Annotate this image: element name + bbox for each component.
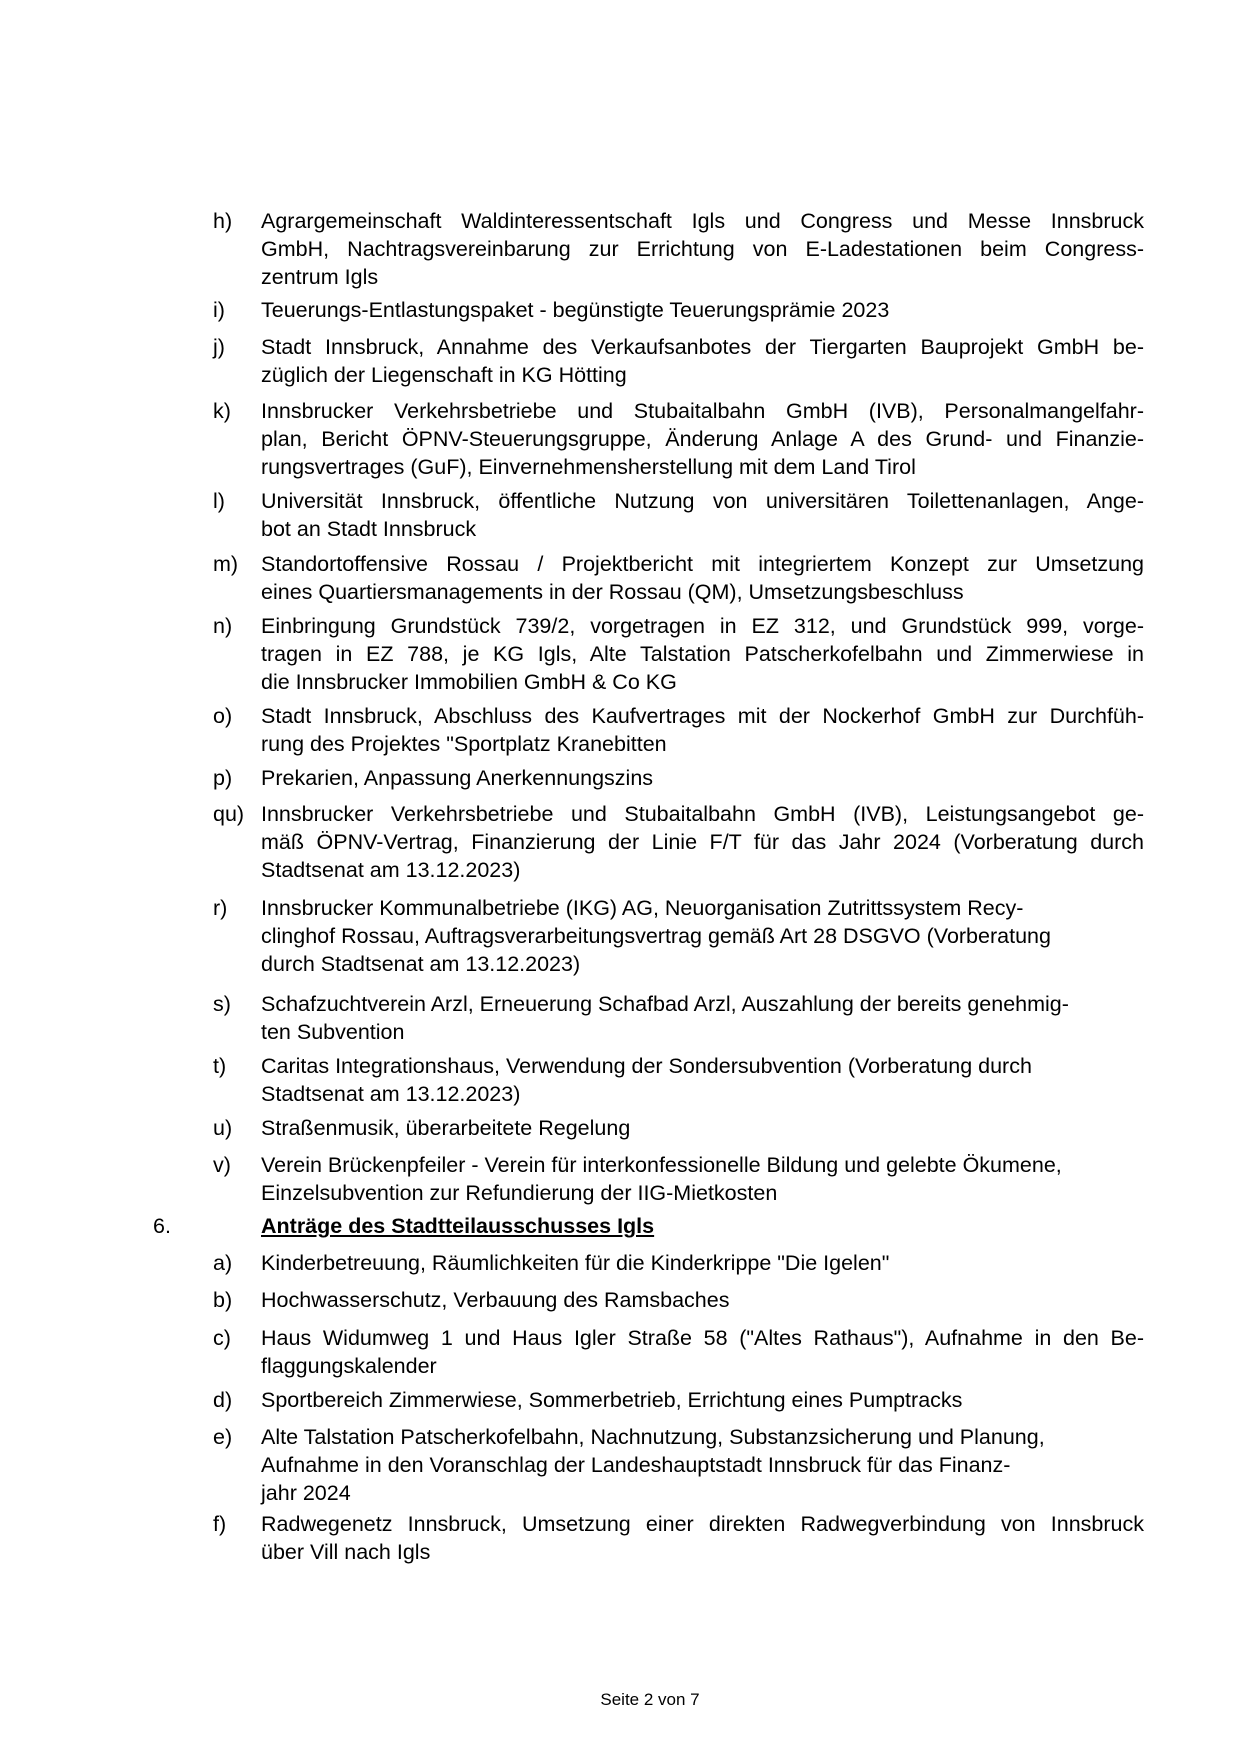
item-line: Verein Brückenpfeiler - Verein für interkonfessionelle Bildung und gelebte Ökumene, (261, 1153, 1062, 1177)
item-line: Stadtsenat am 13.12.2023) (261, 858, 521, 882)
item-letter: f) (213, 1512, 227, 1536)
item-line: Stadt Innsbruck, Abschluss des Kaufvertrages mit der Nockerhof GmbH zur Durchfüh- (261, 704, 1144, 728)
item-text (261, 800, 1144, 884)
item-letter: t) (213, 1054, 227, 1078)
item-line: Innsbrucker Kommunalbetriebe (IKG) AG, Neuorganisation Zutrittssystem Recy- (261, 896, 1024, 920)
item-line: ten Subvention (261, 1020, 405, 1044)
item-line: Radwegenetz Innsbruck, Umsetzung einer direkten Radwegverbindung von Innsbruck (261, 1512, 1144, 1536)
item-line: Stadt Innsbruck, Annahme des Verkaufsanbotes der Tiergarten Bauprojekt GmbH be- (261, 335, 1144, 359)
item-text (261, 1510, 1144, 1566)
item-line: über Vill nach Igls (261, 1540, 431, 1564)
item-text (261, 296, 1144, 324)
item-line: zentrum Igls (261, 265, 379, 289)
item-text (261, 550, 1144, 606)
item-line: mäß ÖPNV-Vertrag, Finanzierung der Linie F/T für das Jahr 2024 (Vorberatung durch (261, 830, 1144, 854)
item-line: Prekarien, Anpassung Anerkennungszins (261, 766, 654, 790)
item-text (261, 333, 1144, 389)
item-line: rungsvertrages (GuF), Einvernehmensherstellung mit dem Land Tirol (261, 455, 916, 479)
item-line: eines Quartiersmanagements in der Rossau (QM), Umsetzungsbeschluss (261, 580, 964, 604)
item-text (261, 1249, 1144, 1277)
item-line: Universität Innsbruck, öffentliche Nutzung von universitären Toilettenanlagen, Ange- (261, 489, 1144, 513)
item-line: jahr 2024 (261, 1481, 351, 1505)
page-number-footer: Seite 2 von 7 (600, 1690, 700, 1709)
item-text (261, 612, 1144, 696)
item-line: Hochwasserschutz, Verbauung des Ramsbaches (261, 1288, 730, 1312)
item-letter: b) (213, 1288, 233, 1312)
item-text (261, 1151, 1144, 1207)
item-text (261, 397, 1144, 481)
item-line: tragen in EZ 788, je KG Igls, Alte Talstation Patscherkofelbahn und Zimmerwiese in (261, 642, 1144, 666)
item-line: Einbringung Grundstück 739/2, vorgetragen in EZ 312, und Grundstück 999, vorge- (261, 614, 1144, 638)
item-line: Innsbrucker Verkehrsbetriebe und Stubaitalbahn GmbH (IVB), Leistungsangebot ge- (261, 802, 1144, 826)
item-line: bot an Stadt Innsbruck (261, 517, 477, 541)
item-line: Stadtsenat am 13.12.2023) (261, 1082, 521, 1106)
item-letter: s) (213, 992, 231, 1016)
item-text (261, 990, 1144, 1046)
item-letter: c) (213, 1326, 231, 1350)
item-line: Aufnahme in den Voranschlag der Landeshauptstadt Innsbruck für das Finanz- (261, 1453, 1011, 1477)
section-title: Anträge des Stadtteilausschusses Igls (261, 1214, 655, 1238)
item-text (261, 207, 1144, 291)
item-line: Caritas Integrationshaus, Verwendung der Sondersubvention (Vorberatung durch (261, 1054, 1032, 1078)
item-line: durch Stadtsenat am 13.12.2023) (261, 952, 581, 976)
item-text (261, 487, 1144, 543)
item-line: Innsbrucker Verkehrsbetriebe und Stubaitalbahn GmbH (IVB), Personalmangelfahr- (261, 399, 1144, 423)
item-letter: p) (213, 766, 233, 790)
item-letter: d) (213, 1388, 233, 1412)
item-letter: i) (213, 298, 225, 322)
item-letter: l) (213, 489, 225, 513)
item-letter: a) (213, 1251, 233, 1275)
item-line: clinghof Rossau, Auftragsverarbeitungsvertrag gemäß Art 28 DSGVO (Vorberatung (261, 924, 1051, 948)
item-line: plan, Bericht ÖPNV-Steuerungsgruppe, Änderung Anlage A des Grund- und Finanzie- (261, 427, 1144, 451)
item-line: Agrargemeinschaft Waldinteressentschaft Igls und Congress und Messe Innsbruck (261, 209, 1144, 233)
item-line: Haus Widumweg 1 und Haus Igler Straße 58 ("Altes Rathaus"), Aufnahme in den Be- (261, 1326, 1144, 1350)
item-text (261, 894, 1144, 978)
item-line: Standortoffensive Rossau / Projektbericht mit integriertem Konzept zur Umsetzung (261, 552, 1144, 576)
item-line: rung des Projektes "Sportplatz Kranebitten (261, 732, 667, 756)
item-text (261, 1386, 1144, 1414)
item-text (261, 1423, 1144, 1507)
item-line: die Innsbrucker Immobilien GmbH & Co KG (261, 670, 677, 694)
item-line: flaggungskalender (261, 1354, 437, 1378)
item-letter: u) (213, 1116, 233, 1140)
item-text (261, 1114, 1144, 1142)
item-line: Kinderbetreuung, Räumlichkeiten für die Kinderkrippe "Die Igelen" (261, 1251, 890, 1275)
item-line: Sportbereich Zimmerwiese, Sommerbetrieb, Errichtung eines Pumptracks (261, 1388, 963, 1412)
section-number: 6. (153, 1214, 171, 1238)
item-text (261, 1324, 1144, 1380)
item-line: Alte Talstation Patscherkofelbahn, Nachnutzung, Substanzsicherung und Planung, (261, 1425, 1045, 1449)
item-line: Schafzuchtverein Arzl, Erneuerung Schafbad Arzl, Auszahlung der bereits genehmig- (261, 992, 1069, 1016)
item-line: Einzelsubvention zur Refundierung der IIG-Mietkosten (261, 1181, 778, 1205)
item-text (261, 1286, 1144, 1314)
item-letter: v) (213, 1153, 231, 1177)
item-letter: m) (213, 552, 239, 576)
item-letter: n) (213, 614, 233, 638)
item-text (261, 764, 1144, 792)
item-line: Teuerungs-Entlastungspaket - begünstigte Teuerungsprämie 2023 (261, 298, 890, 322)
item-letter: k) (213, 399, 231, 423)
item-text (261, 1052, 1144, 1108)
item-line: züglich der Liegenschaft in KG Hötting (261, 363, 627, 387)
item-letter: e) (213, 1425, 233, 1449)
item-letter: qu) (213, 802, 245, 826)
item-letter: r) (213, 896, 228, 920)
item-line: GmbH, Nachtragsvereinbarung zur Errichtung von E-Ladestationen beim Congress- (261, 237, 1144, 261)
item-line: Straßenmusik, überarbeitete Regelung (261, 1116, 631, 1140)
item-text (261, 702, 1144, 758)
item-letter: o) (213, 704, 233, 728)
item-letter: j) (213, 335, 225, 359)
item-letter: h) (213, 209, 233, 233)
